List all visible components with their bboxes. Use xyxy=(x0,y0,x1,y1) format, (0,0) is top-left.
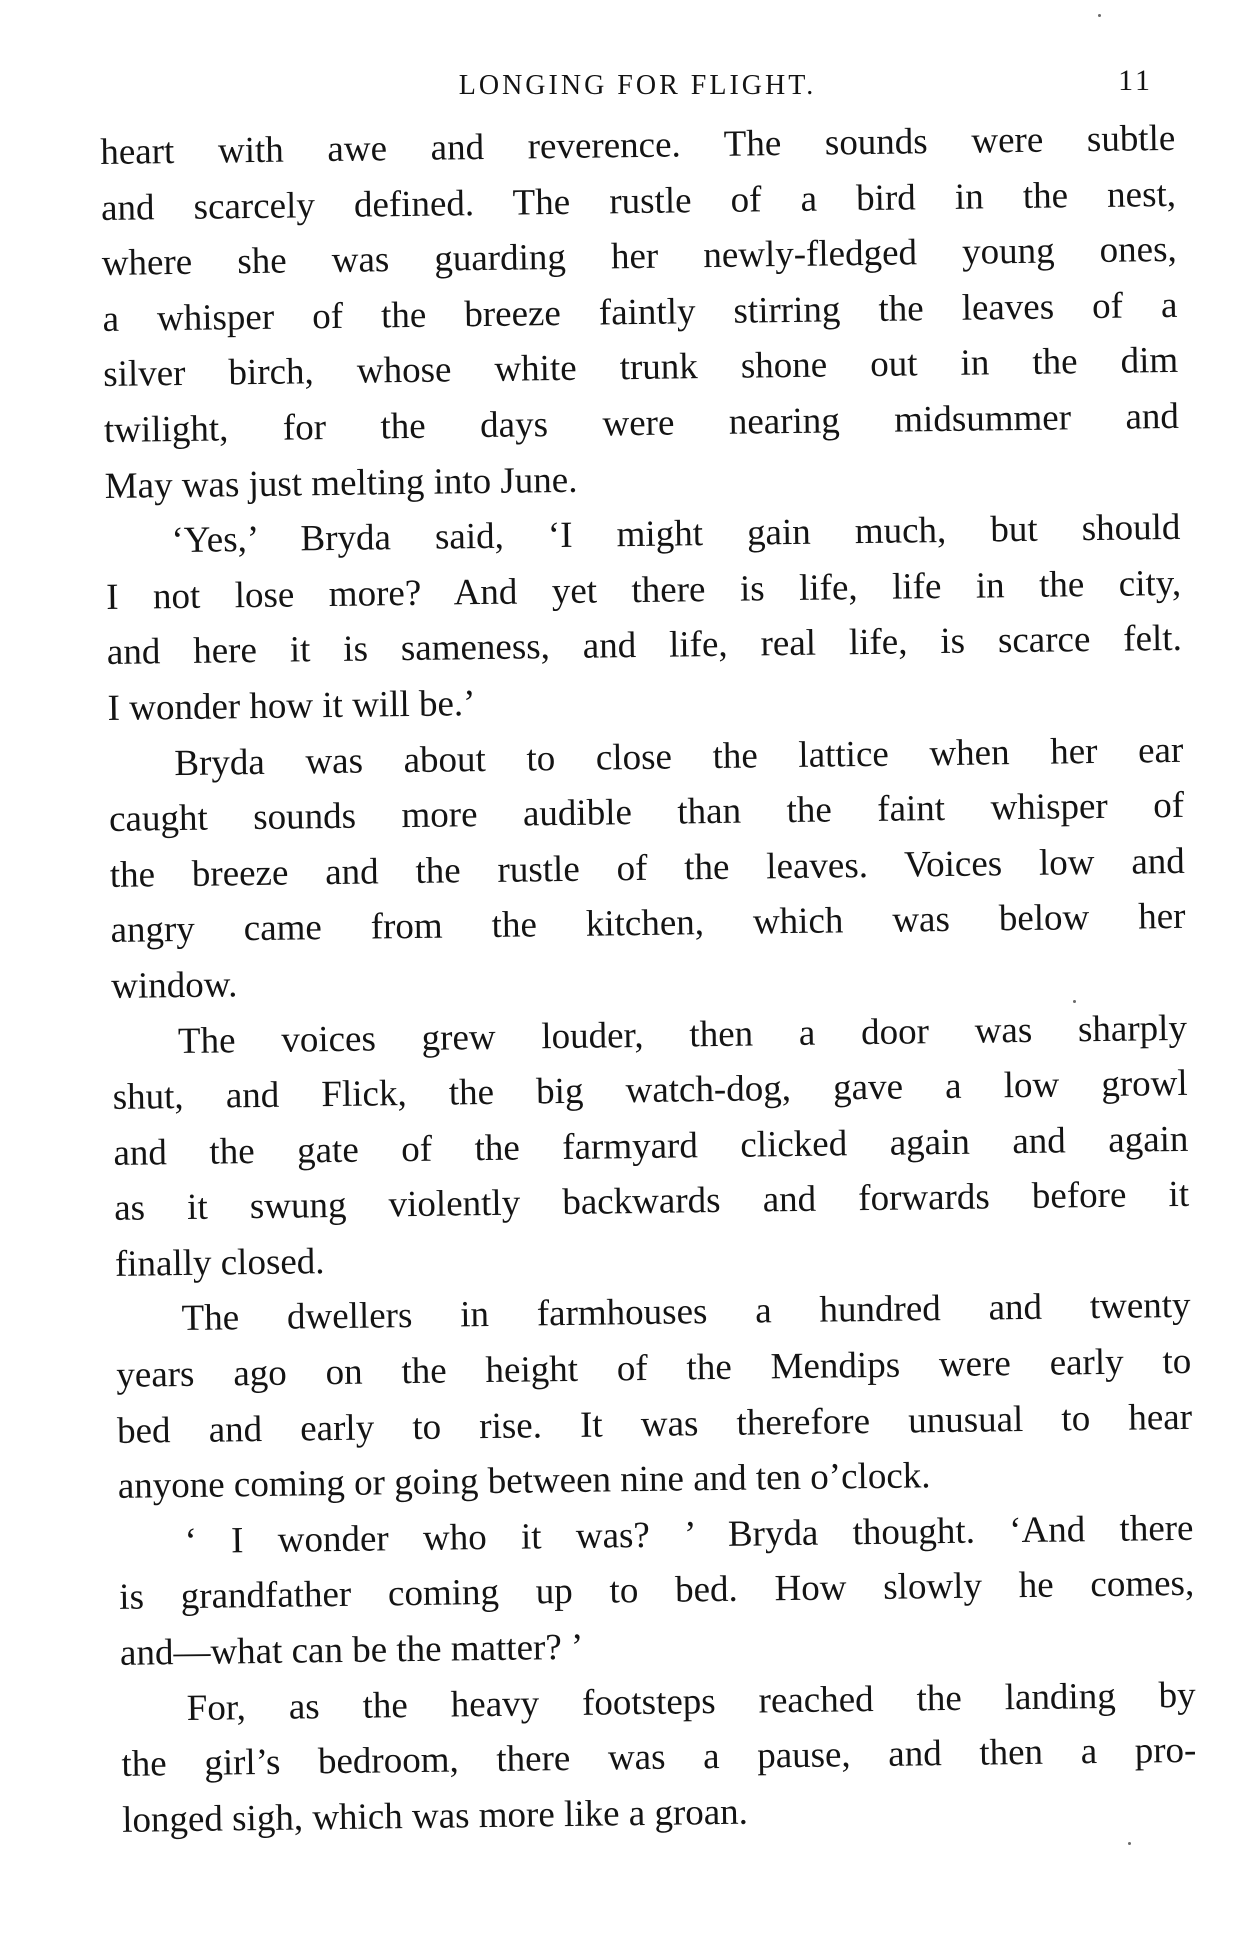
text-line: a whisper of the breeze faintly stirring the leaves of a xyxy=(102,284,1178,340)
text-line: I not lose more? And yet there is life, life in the city, xyxy=(105,562,1182,618)
text-line: caught sounds more audible than the faint whisper of xyxy=(108,784,1185,841)
text-line: anyone coming or going between nine and ten o’clock. xyxy=(117,1455,931,1508)
text-line: heart with awe and reverence. The sounds were subtle xyxy=(100,117,1176,173)
text-line: window. xyxy=(111,964,238,1007)
text-line: May was just melting into June. xyxy=(104,459,578,507)
text-line: and here it is sameness, and life, real life, is scarce felt. xyxy=(106,618,1183,674)
text-line: twilight, for the days were nearing midsummer and xyxy=(103,395,1180,451)
text-line: I wonder how it will be.’ xyxy=(107,683,476,729)
text-line: finally closed. xyxy=(114,1241,325,1285)
text-line: and scarcely defined. The rustle of a bird in the nest, xyxy=(100,173,1177,229)
scan-speck xyxy=(1073,1000,1076,1003)
text-line: where she was guarding her newly-fledged young ones, xyxy=(101,229,1177,285)
running-head xyxy=(100,64,1175,108)
text-line: angry came from the kitchen, which was below her xyxy=(110,896,1186,952)
text-line: ‘ I wonder who it was? ’ Bryda thought. ‘And there xyxy=(184,1507,1194,1562)
text-line: the girl’s bedroom, there was a pause, and then a pro- xyxy=(121,1730,1197,1786)
text-line: the breeze and the rustle of the leaves. Voices low and xyxy=(109,840,1185,896)
text-line: longed sigh, which was more like a groan. xyxy=(121,1791,749,1841)
scan-speck xyxy=(1098,14,1101,17)
text-line: Bryda was about to close the lattice when her ear xyxy=(174,729,1184,784)
text-line: as it swung violently backwards and forwards before it xyxy=(113,1174,1190,1230)
text-line: ‘Yes,’ Bryda said, ‘I might gain much, but should xyxy=(171,507,1181,562)
page-number: 11 xyxy=(1118,64,1153,97)
text-line: is grandfather coming up to bed. How slowly he comes, xyxy=(119,1563,1195,1619)
text-line: and the gate of the farmyard clicked again and again xyxy=(113,1118,1189,1174)
text-line: For, as the heavy footsteps reached the landing by xyxy=(186,1674,1196,1729)
running-title: LONGING FOR FLIGHT. xyxy=(458,70,817,101)
text-line: bed and early to rise. It was therefore unusual to hear xyxy=(116,1396,1193,1452)
text-line: and—what can be the matter? ’ xyxy=(119,1626,584,1674)
body-text xyxy=(100,111,1197,1848)
text-line: years ago on the height of the Mendips were early to xyxy=(116,1340,1192,1396)
text-line: silver birch, whose white trunk shone out in the dim xyxy=(103,340,1179,396)
text-line: The dwellers in farmhouses a hundred and twenty xyxy=(181,1285,1191,1340)
text-line: shut, and Flick, the big watch-dog, gave a low growl xyxy=(112,1062,1188,1119)
scan-speck xyxy=(1128,1842,1131,1845)
text-line: The voices grew louder, then a door was sharply xyxy=(177,1007,1188,1062)
